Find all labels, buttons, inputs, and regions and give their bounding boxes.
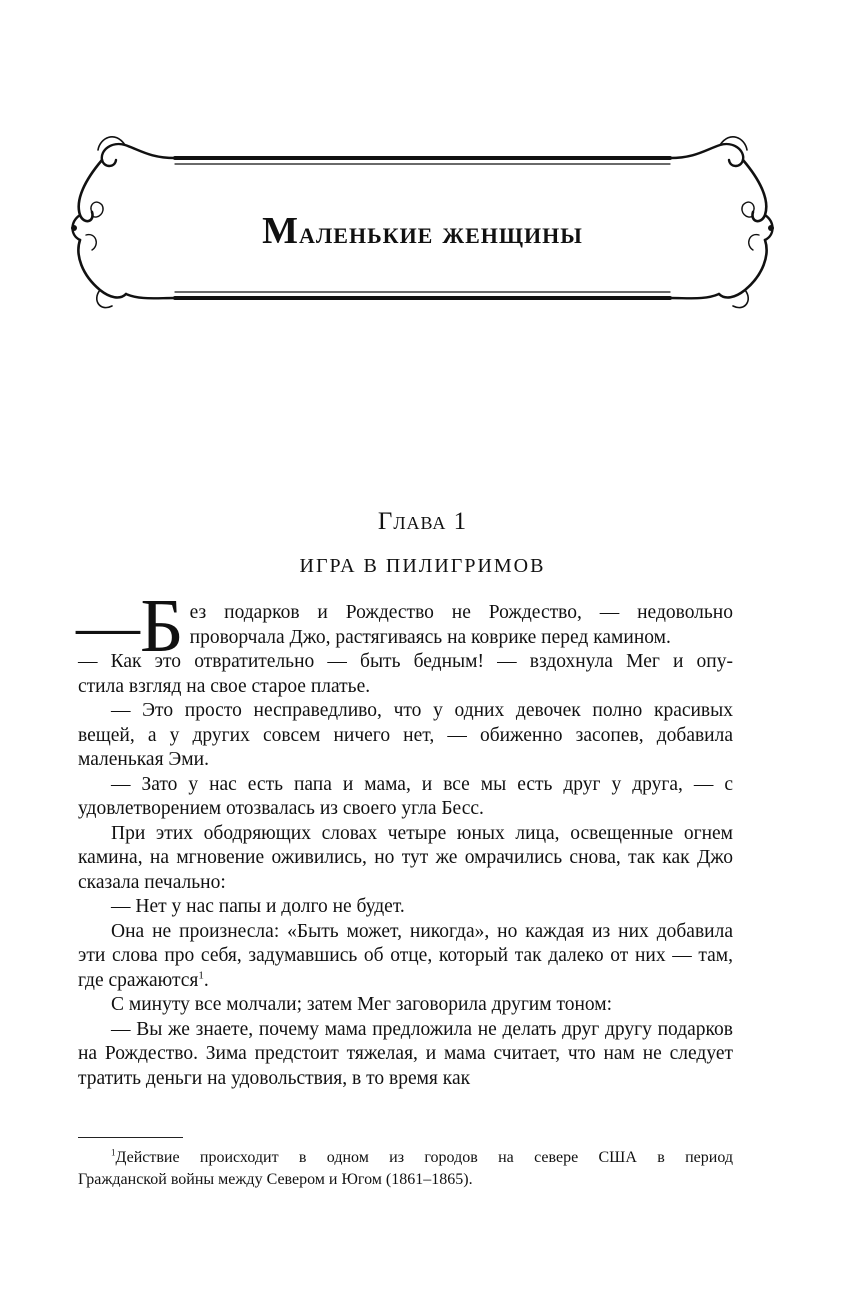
- paragraph-9: — Вы же знаете, почему мама предложила не делать друг другу подарков на Рождество. Зима предстоит тяжелая, и мама считает, что нам не следует тратить деньги на удовольствия, в то время как: [78, 1018, 733, 1089]
- paragraph-2: [78, 650, 733, 699]
- footnote-reference[interactable]: 1: [198, 969, 204, 981]
- footnote: [78, 1147, 733, 1191]
- paragraph-1-line-2: проворчала Джо, растягиваясь на коврике перед камином.: [189, 626, 671, 648]
- body-text: [76, 584, 733, 1091]
- chapter-label: Глава 1: [377, 508, 468, 535]
- footnote-line-2: Гражданской войны между Севером и Югом (1861–1865).: [78, 1171, 473, 1188]
- paragraph-4: — Зато у нас есть папа и мама, и все мы есть друг у друга, — с удовлетворением отозвалась из своего угла Бесс.: [78, 773, 733, 819]
- paragraph-7-text: Она не произнесла: «Быть может, никогда», но каждая из них добавила эти слова про себя, задумавшись об отце, который так далеко от них — там, где сражаются: [78, 920, 733, 991]
- paragraph-8: С минуту все молчали; затем Мег заговорила другим тоном:: [111, 994, 613, 1015]
- paragraph-7: [78, 920, 733, 994]
- paragraph-5: При этих ободряющих словах четыре юных лица, освещенные огнем камина, на мгновение оживились, но тут же омрачились снова, так как Джо сказала печально:: [78, 822, 733, 893]
- title-cartouche-frame: [0, 0, 845, 330]
- paragraph-2-line-2: стила взгляд на свое старое платье.: [78, 675, 371, 697]
- footnote-line-1: [78, 1147, 733, 1169]
- drop-cap-dash: —: [76, 590, 140, 661]
- paragraph-1-line-1: ез подарков и Рождество не Рождество, — недовольно: [189, 602, 733, 623]
- paragraph-6: — Нет у нас папы и долго не будет.: [111, 896, 405, 917]
- chapter-title: ИГРА В ПИЛИГРИМОВ: [299, 555, 546, 577]
- book-title-initial: М: [262, 210, 299, 252]
- drop-cap: [76, 584, 184, 668]
- footnote-line-1-text: Действие происходит в одном из городов на севере США в период: [115, 1149, 733, 1166]
- footnote-mark: 1: [111, 1147, 116, 1158]
- paragraph-2-line-1: — Как это отвратительно — быть бедным! — вздохнула Мег и опу-: [78, 651, 733, 672]
- paragraph-7-end: .: [203, 969, 209, 991]
- book-title: [0, 203, 845, 260]
- drop-cap-letter: Б: [140, 584, 184, 668]
- paragraph-3: — Это просто несправедливо, что у одних девочек полно красивых вещей, а у других совсем ничего нет, — обиженно засопев, добавила маленькая Эми.: [78, 700, 733, 770]
- footnote-divider: [78, 1137, 183, 1138]
- book-title-rest: аленькие женщины: [299, 214, 583, 250]
